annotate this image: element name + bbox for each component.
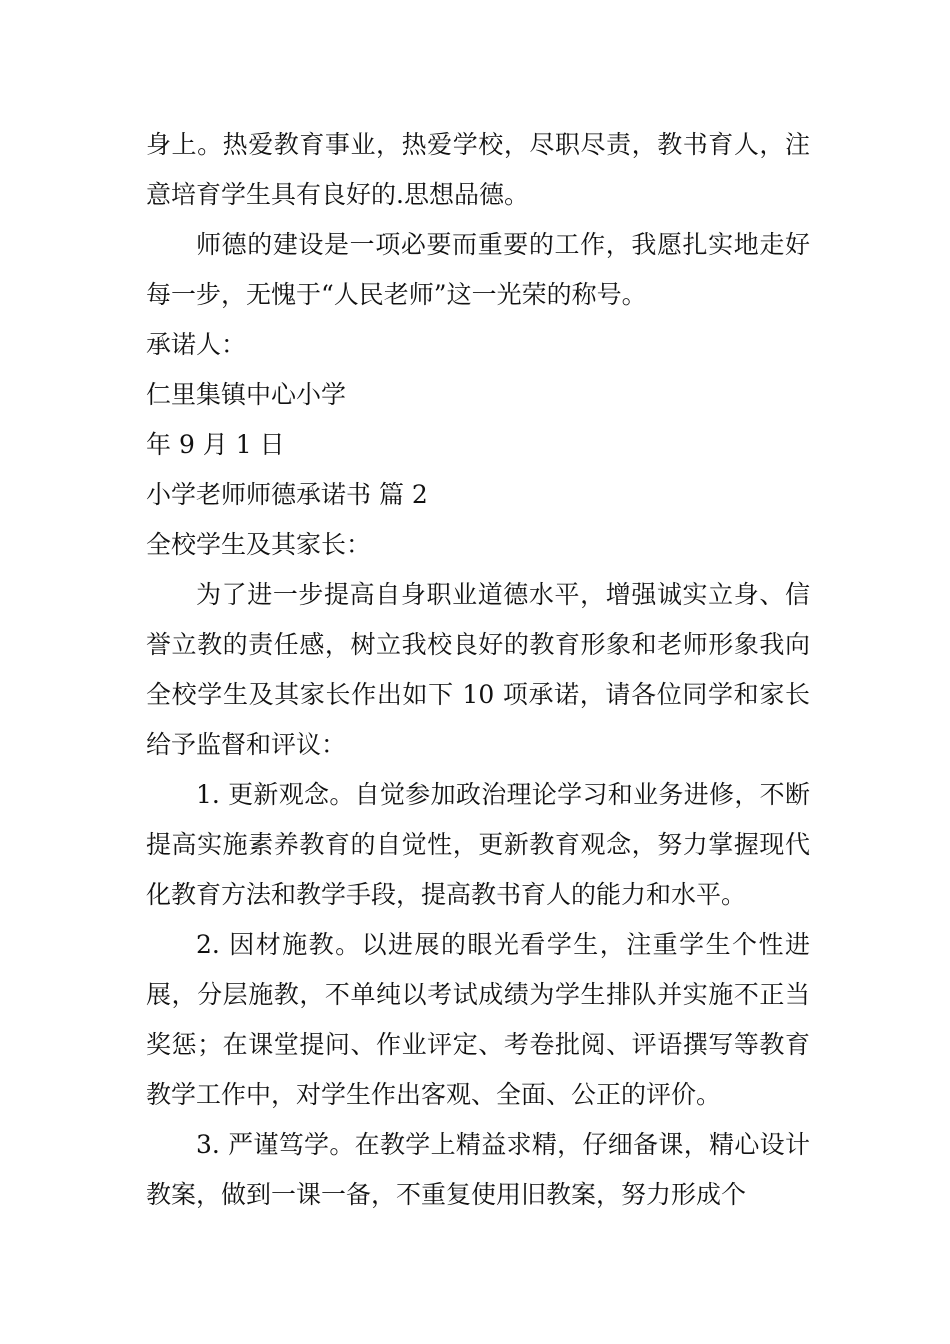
paragraph-continuation: 身上。热爱教育事业，热爱学校，尽职尽责，教书育人，注意培育学生具有良好的.思想品德。 [146,130,810,209]
list-item-2: 2. 因材施教。以进展的眼光看学生，注重学生个性进展，分层施教，不单纯以考试成绩为学生排队并实施不正当奖惩；在课堂提问、作业评定、考卷批阅、评语撰写等教育教学工作中，对学生作出客观、全面、公正的评价。 [146,930,810,1109]
section-heading: 小学老师师德承诺书 篇 2 [146,480,428,509]
document-body [146,120,810,1220]
paragraph-intro: 为了进一步提高自身职业道德水平，增强诚实立身、信誉立教的责任感，树立我校良好的教育形象和老师形象我向全校学生及其家长作出如下 10 项承诺，请各位同学和家长给予监督和评议： [146,580,810,759]
promiser-label: 承诺人： [146,330,247,359]
salutation: 全校学生及其家长： [146,530,372,559]
list-item-1: 1. 更新观念。自觉参加政治理论学习和业务进修，不断提高实施素养教育的自觉性，更新教育观念，努力掌握现代化教育方法和教学手段，提高教书育人的能力和水平。 [146,780,810,909]
paragraph-teacher-ethics: 师德的建设是一项必要而重要的工作，我愿扎实地走好每一步，无愧于“人民老师”这一光荣的称号。 [146,230,810,309]
school-name: 仁里集镇中心小学 [146,380,347,409]
list-item-3: 3. 严谨笃学。在教学上精益求精，仔细备课，精心设计教案，做到一课一备，不重复使用旧教案，努力形成个 [146,1130,810,1209]
date-line: 年 9 月 1 日 [146,430,285,459]
